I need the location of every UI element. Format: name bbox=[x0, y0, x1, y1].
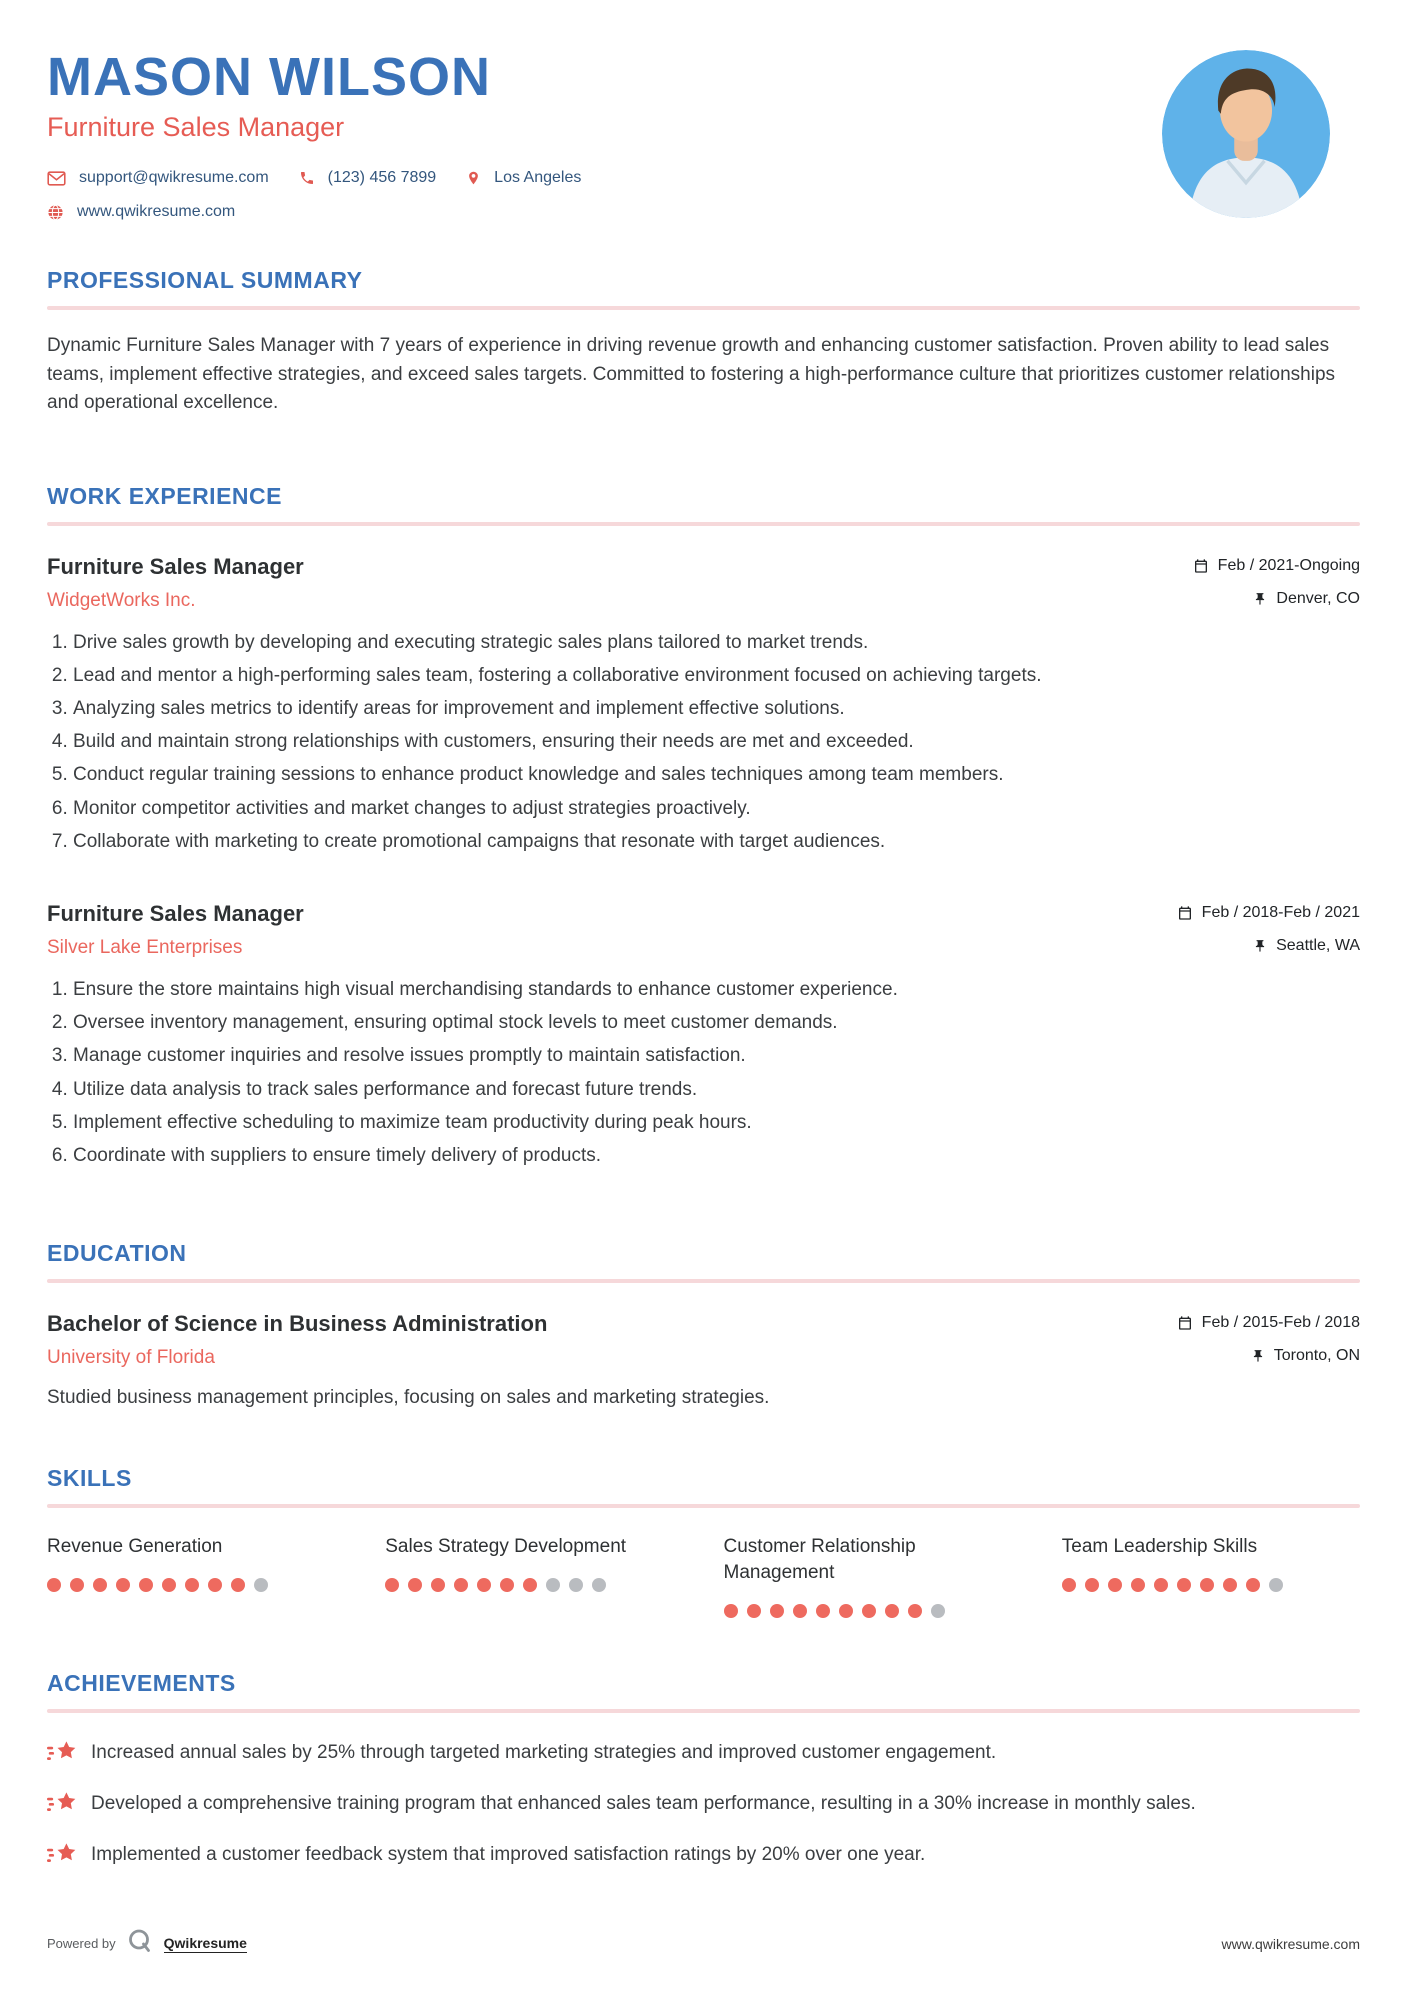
skill-dot-filled bbox=[1085, 1578, 1099, 1592]
education-heading: EDUCATION bbox=[47, 1240, 187, 1267]
email-text: support@qwikresume.com bbox=[79, 169, 269, 186]
achievement-item bbox=[47, 1790, 1360, 1821]
footer-website[interactable]: www.qwikresume.com bbox=[1221, 1935, 1360, 1952]
skill-sales-strategy-development bbox=[385, 1534, 683, 1617]
skill-dot-filled bbox=[162, 1578, 176, 1592]
achievement-text: Developed a comprehensive training program that enhanced sales team performance, resulting in a 30% increase in monthly sales. bbox=[91, 1792, 1196, 1814]
education-location bbox=[1251, 1347, 1360, 1365]
skill-dot-filled bbox=[1108, 1578, 1122, 1592]
skill-dot-empty bbox=[546, 1578, 560, 1592]
skill-dot-filled bbox=[1223, 1578, 1237, 1592]
skill-team-leadership-skills bbox=[1062, 1534, 1360, 1617]
skill-dot-filled bbox=[139, 1578, 153, 1592]
section-skills bbox=[47, 1465, 1360, 1617]
skill-rating-dots bbox=[1062, 1578, 1360, 1592]
header bbox=[47, 47, 1360, 221]
achievements-heading: ACHIEVEMENTS bbox=[47, 1669, 236, 1696]
section-achievements bbox=[47, 1670, 1360, 1872]
header-text-block bbox=[47, 47, 582, 221]
skill-dot-filled bbox=[816, 1604, 830, 1618]
skill-dot-filled bbox=[208, 1578, 222, 1592]
achievement-item bbox=[47, 1739, 1360, 1770]
section-professional-summary bbox=[47, 267, 1360, 437]
contact-website[interactable] bbox=[47, 203, 235, 221]
summary-heading: PROFESSIONAL SUMMARY bbox=[47, 267, 363, 293]
skill-dot-filled bbox=[1200, 1578, 1214, 1592]
skill-dot-filled bbox=[770, 1604, 784, 1618]
section-divider bbox=[47, 1504, 1360, 1508]
job-dates-text-2: Feb / 2018-Feb / 2021 bbox=[1201, 904, 1360, 922]
envelope-icon bbox=[47, 171, 66, 186]
achievements-list bbox=[47, 1739, 1360, 1872]
section-divider bbox=[47, 522, 1360, 526]
skill-rating-dots bbox=[385, 1578, 683, 1592]
skill-dot-filled bbox=[116, 1578, 130, 1592]
skill-dot-filled bbox=[747, 1604, 761, 1618]
skill-dot-filled bbox=[500, 1578, 514, 1592]
avatar-illustration bbox=[1162, 50, 1330, 218]
bullet-item: 5. Conduct regular training sessions to enhance product knowledge and sales techniques among team members. bbox=[73, 762, 1360, 788]
calendar-icon bbox=[1193, 558, 1209, 574]
job-location-1 bbox=[1253, 590, 1360, 608]
skill-dot-filled bbox=[431, 1578, 445, 1592]
bullet-item: 2. Lead and mentor a high-performing sales team, fostering a collaborative environment focused on achieving targets. bbox=[73, 663, 1360, 689]
skill-dot-filled bbox=[454, 1578, 468, 1592]
skill-rating-dots bbox=[47, 1578, 345, 1592]
location-text: Los Angeles bbox=[494, 169, 582, 186]
skill-name: Customer Relationship Management bbox=[723, 1536, 916, 1583]
job-location-text-2: Seattle, WA bbox=[1276, 937, 1360, 955]
bullet-item: 3. Analyzing sales metrics to identify areas for improvement and implement effective solutions. bbox=[73, 696, 1360, 722]
education-entry bbox=[47, 1311, 1360, 1409]
bullet-item: 1. Drive sales growth by developing and executing strategic sales plans tailored to market trends. bbox=[73, 630, 1360, 656]
skill-dot-filled bbox=[1062, 1578, 1076, 1592]
powered-by-label: Powered by bbox=[47, 1936, 116, 1951]
job-dates-text-1: Feb / 2021-Ongoing bbox=[1217, 556, 1360, 574]
pushpin-icon bbox=[1251, 1349, 1265, 1363]
pushpin-icon bbox=[1253, 592, 1267, 606]
section-work-experience bbox=[47, 483, 1360, 1177]
achievement-text: Implemented a customer feedback system that improved satisfaction ratings by 20% over one year. bbox=[91, 1843, 926, 1865]
job-entry-2 bbox=[47, 901, 1360, 1169]
experience-heading: WORK EXPERIENCE bbox=[47, 482, 282, 509]
skill-dot-filled bbox=[1131, 1578, 1145, 1592]
location-pin-icon bbox=[466, 169, 481, 187]
skills-grid bbox=[47, 1534, 1360, 1617]
skill-dot-filled bbox=[1246, 1578, 1260, 1592]
skill-dot-filled bbox=[839, 1604, 853, 1618]
job-title-2: Furniture Sales Manager bbox=[47, 901, 304, 927]
bullet-item: 7. Collaborate with marketing to create promotional campaigns that resonate with target audiences. bbox=[73, 829, 1360, 855]
degree-title: Bachelor of Science in Business Administration bbox=[47, 1311, 548, 1337]
shooting-star-icon bbox=[47, 1739, 77, 1770]
skill-dot-empty bbox=[931, 1604, 945, 1618]
person-name: MASON WILSON bbox=[47, 47, 491, 107]
school-name: University of Florida bbox=[47, 1347, 215, 1369]
contact-email[interactable] bbox=[47, 169, 269, 187]
skill-dot-filled bbox=[862, 1604, 876, 1618]
section-divider bbox=[47, 1709, 1360, 1713]
skill-revenue-generation bbox=[47, 1534, 345, 1617]
skill-rating-dots bbox=[724, 1604, 1022, 1618]
skill-dot-filled bbox=[477, 1578, 491, 1592]
job-location-text-1: Denver, CO bbox=[1276, 589, 1360, 607]
website-row bbox=[47, 203, 581, 221]
skill-dot-filled bbox=[70, 1578, 84, 1592]
pushpin-icon bbox=[1253, 939, 1267, 953]
education-location-text: Toronto, ON bbox=[1273, 1347, 1360, 1365]
skill-dot-filled bbox=[908, 1604, 922, 1618]
job-dates-1 bbox=[1193, 557, 1360, 575]
skill-name: Team Leadership Skills bbox=[1061, 1536, 1258, 1558]
skills-heading: SKILLS bbox=[47, 1465, 132, 1492]
bullet-item: 2. Oversee inventory management, ensuring optimal stock levels to meet customer demands. bbox=[73, 1010, 1360, 1036]
skill-dot-filled bbox=[1154, 1578, 1168, 1592]
skill-customer-relationship-management bbox=[724, 1534, 1022, 1617]
job-company-2: Silver Lake Enterprises bbox=[47, 937, 243, 959]
qwikresume-q-logo bbox=[126, 1927, 154, 1960]
calendar-icon bbox=[1177, 905, 1193, 921]
bullet-item: 3. Manage customer inquiries and resolve issues promptly to maintain satisfaction. bbox=[73, 1043, 1360, 1069]
education-dates bbox=[1177, 1314, 1360, 1332]
education-dates-text: Feb / 2015-Feb / 2018 bbox=[1201, 1314, 1360, 1332]
skill-dot-filled bbox=[93, 1578, 107, 1592]
bullet-item: 6. Coordinate with suppliers to ensure timely delivery of products. bbox=[73, 1143, 1360, 1169]
footer bbox=[47, 1897, 1360, 1960]
job-title-1: Furniture Sales Manager bbox=[47, 553, 304, 579]
skill-dot-filled bbox=[1177, 1578, 1191, 1592]
job-location-2 bbox=[1253, 937, 1360, 955]
phone-icon bbox=[299, 170, 315, 186]
bullet-item: 4. Utilize data analysis to track sales performance and forecast future trends. bbox=[73, 1077, 1360, 1103]
skill-dot-empty bbox=[569, 1578, 583, 1592]
calendar-icon bbox=[1177, 1315, 1193, 1331]
globe-icon bbox=[47, 204, 64, 221]
contact-row bbox=[47, 169, 581, 187]
skill-dot-filled bbox=[47, 1578, 61, 1592]
job-bullets-2 bbox=[47, 977, 1360, 1169]
skill-dot-filled bbox=[793, 1604, 807, 1618]
shooting-star-icon bbox=[47, 1841, 77, 1872]
job-bullets-1 bbox=[47, 630, 1360, 856]
skill-dot-filled bbox=[408, 1578, 422, 1592]
job-company-1: WidgetWorks Inc. bbox=[47, 589, 196, 611]
skill-dot-empty bbox=[592, 1578, 606, 1592]
education-description: Studied business management principles, focusing on sales and marketing strategies. bbox=[47, 1387, 770, 1409]
job-entry-1 bbox=[47, 554, 1360, 856]
summary-text: Dynamic Furniture Sales Manager with 7 years of experience in driving revenue growth and enhancing customer satisfaction. Proven ability to lead sales teams, implement effective strategies, and exceed sales targets. Committed to fostering a high-performance culture that prioritizes customer relationships and operational excellence. bbox=[47, 335, 1336, 413]
skill-dot-filled bbox=[385, 1578, 399, 1592]
bullet-item: 1. Ensure the store maintains high visual merchandising standards to enhance customer experience. bbox=[73, 977, 1360, 1003]
skill-dot-filled bbox=[185, 1578, 199, 1592]
qwikresume-brand-link[interactable]: Qwikresume bbox=[163, 1934, 247, 1951]
profile-photo bbox=[1162, 50, 1330, 218]
shooting-star-icon bbox=[47, 1790, 77, 1821]
skill-dot-filled bbox=[231, 1578, 245, 1592]
job-dates-2 bbox=[1177, 904, 1360, 922]
section-divider bbox=[47, 1279, 1360, 1283]
section-divider bbox=[47, 306, 1360, 310]
achievement-item bbox=[47, 1841, 1360, 1872]
achievement-text: Increased annual sales by 25% through targeted marketing strategies and improved customer engagement. bbox=[91, 1741, 997, 1763]
section-education bbox=[47, 1240, 1360, 1409]
phone-text: (123) 456 7899 bbox=[327, 169, 437, 186]
job-title: Furniture Sales Manager bbox=[47, 112, 345, 142]
skill-dot-filled bbox=[523, 1578, 537, 1592]
skill-dot-filled bbox=[885, 1604, 899, 1618]
bullet-item: 4. Build and maintain strong relationships with customers, ensuring their needs are met and exceeded. bbox=[73, 729, 1360, 755]
skill-name: Revenue Generation bbox=[47, 1536, 223, 1558]
skill-name: Sales Strategy Development bbox=[385, 1536, 627, 1558]
bullet-item: 6. Monitor competitor activities and market changes to adjust strategies proactively. bbox=[73, 796, 1360, 822]
contact-location bbox=[466, 169, 581, 187]
skill-dot-filled bbox=[724, 1604, 738, 1618]
footer-branding bbox=[47, 1927, 247, 1960]
website-text: www.qwikresume.com bbox=[77, 203, 236, 220]
bullet-item: 5. Implement effective scheduling to maximize team productivity during peak hours. bbox=[73, 1110, 1360, 1136]
skill-dot-empty bbox=[1269, 1578, 1283, 1592]
contact-phone[interactable] bbox=[299, 169, 437, 187]
skill-dot-empty bbox=[254, 1578, 268, 1592]
